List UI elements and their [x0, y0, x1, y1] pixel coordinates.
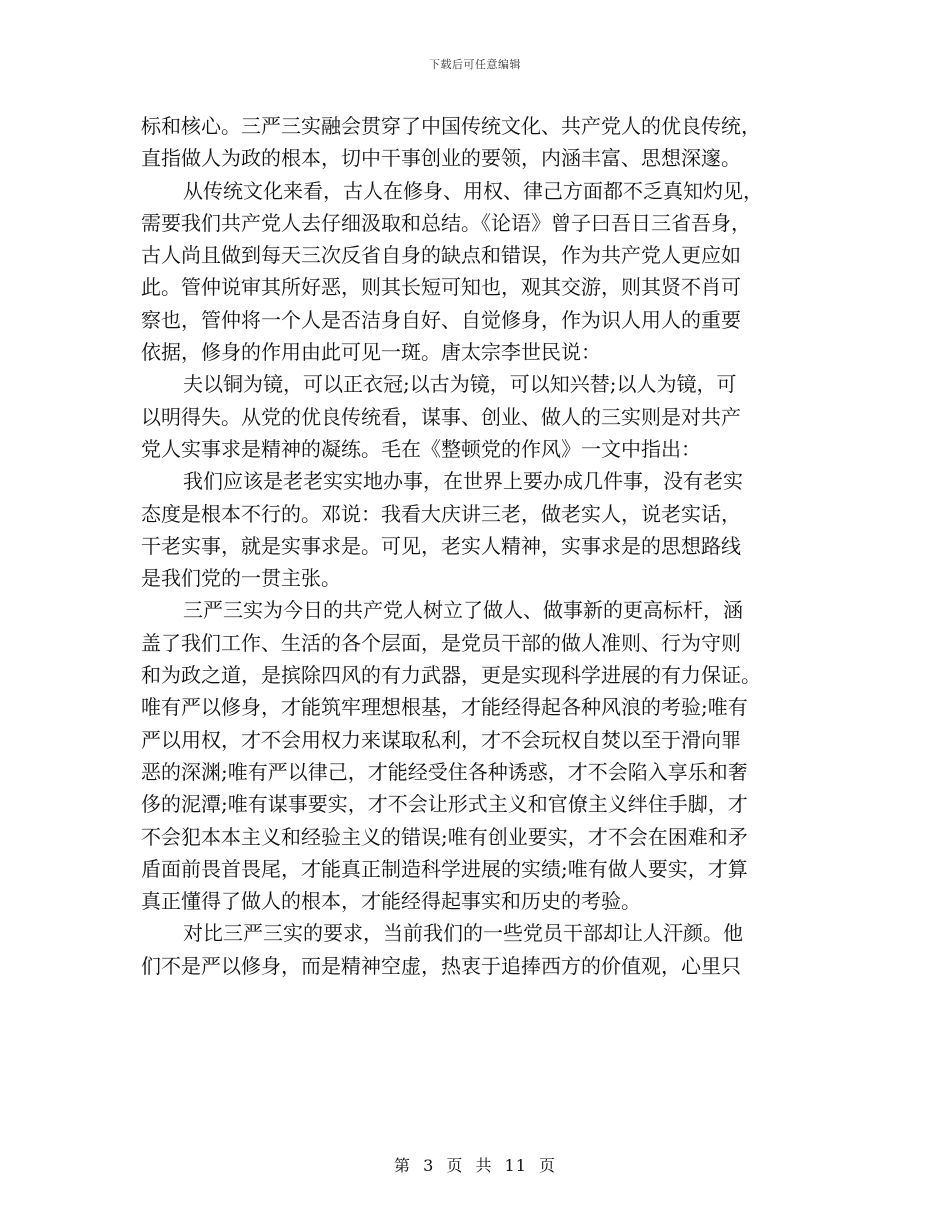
- text-line: 从传统文化来看，古人在修身、用权、律己方面都不乏真知灼见，: [183, 178, 763, 203]
- text-line: 态度是根本不行的。邓说：我看大庆讲三老，做老实人，说老实话，: [141, 501, 741, 526]
- text-line: 是我们党的一贯主张。: [141, 566, 341, 591]
- text-line: 标和核心。三严三实融会贯穿了中国传统文化、共产党人的优良传统，: [141, 114, 761, 138]
- text-line: 恶的深渊;唯有严以律己，才能经受住各种诱惑，才不会陷入享乐和奢: [141, 759, 748, 784]
- text-line: 真正懂得了做人的根本，才能经得起事实和历史的考验。: [141, 889, 641, 914]
- text-line: 需要我们共产党人去仔细汲取和总结。《论语》曾子曰吾日三省吾身，: [141, 210, 751, 235]
- text-line: 党人实事求是精神的凝练。毛在《整顿党的作风》一文中指出：: [141, 436, 701, 461]
- text-line: 盾面前畏首畏尾，才能真正制造科学进展的实绩;唯有做人要实，才算: [141, 856, 748, 881]
- text-line: 唯有严以修身，才能筑牢理想根基，才能经得起各种风浪的考验;唯有: [141, 695, 748, 720]
- text-line: 对比三严三实的要求，当前我们的一些党员干部却让人汗颜。他: [183, 921, 743, 946]
- text-line: 干老实事，就是实事求是。可见，老实人精神，实事求是的思想路线: [141, 533, 741, 558]
- text-line: 和为政之道，是摈除四风的有力武器，更是实现科学进展的有力保证。: [141, 663, 761, 688]
- page-footer: 第 3 页 共 11 页: [394, 1156, 556, 1175]
- text-line: 侈的泥潭;唯有谋事要实，才不会让形式主义和官僚主义绊住手脚，才: [141, 792, 748, 817]
- text-line: 严以用权，才不会用权力来谋取私利，才不会玩权自焚以至于滑向罪: [141, 727, 741, 752]
- text-line: 以明得失。从党的优良传统看，谋事、创业、做人的三实则是对共产: [141, 404, 741, 429]
- body-text: [141, 110, 811, 982]
- text-line: 不会犯本本主义和经验主义的错误;唯有创业要实，才不会在困难和矛: [141, 824, 748, 849]
- text-line: 直指做人为政的根本，切中干事创业的要领，内涵丰富、思想深邃。: [141, 146, 741, 171]
- text-line: 三严三实为今日的共产党人树立了做人、做事新的更高标杆，涵: [183, 598, 743, 623]
- page-header: 下载后可任意编辑: [429, 58, 521, 71]
- text-line: 我们应该是老老实实地办事，在世界上要办成几件事，没有老实: [183, 469, 743, 494]
- text-line: 此。管仲说审其所好恶，则其长短可知也，观其交游，则其贤不肖可: [141, 275, 741, 300]
- text-line: 夫以铜为镜，可以正衣冠;以古为镜，可以知兴替;以人为镜，可: [183, 372, 737, 397]
- text-line: 们不是严以修身，而是精神空虚，热衷于追捧西方的价值观，心里只: [141, 953, 741, 978]
- text-line: 依据，修身的作用由此可见一斑。唐太宗李世民说：: [141, 340, 601, 365]
- text-line: 古人尚且做到每天三次反省自身的缺点和错误，作为共产党人更应如: [141, 243, 741, 268]
- text-line: 察也，管仲将一个人是否洁身自好、自觉修身，作为识人用人的重要: [141, 307, 741, 332]
- text-line: 盖了我们工作、生活的各个层面，是党员干部的做人准则、行为守则: [141, 630, 741, 655]
